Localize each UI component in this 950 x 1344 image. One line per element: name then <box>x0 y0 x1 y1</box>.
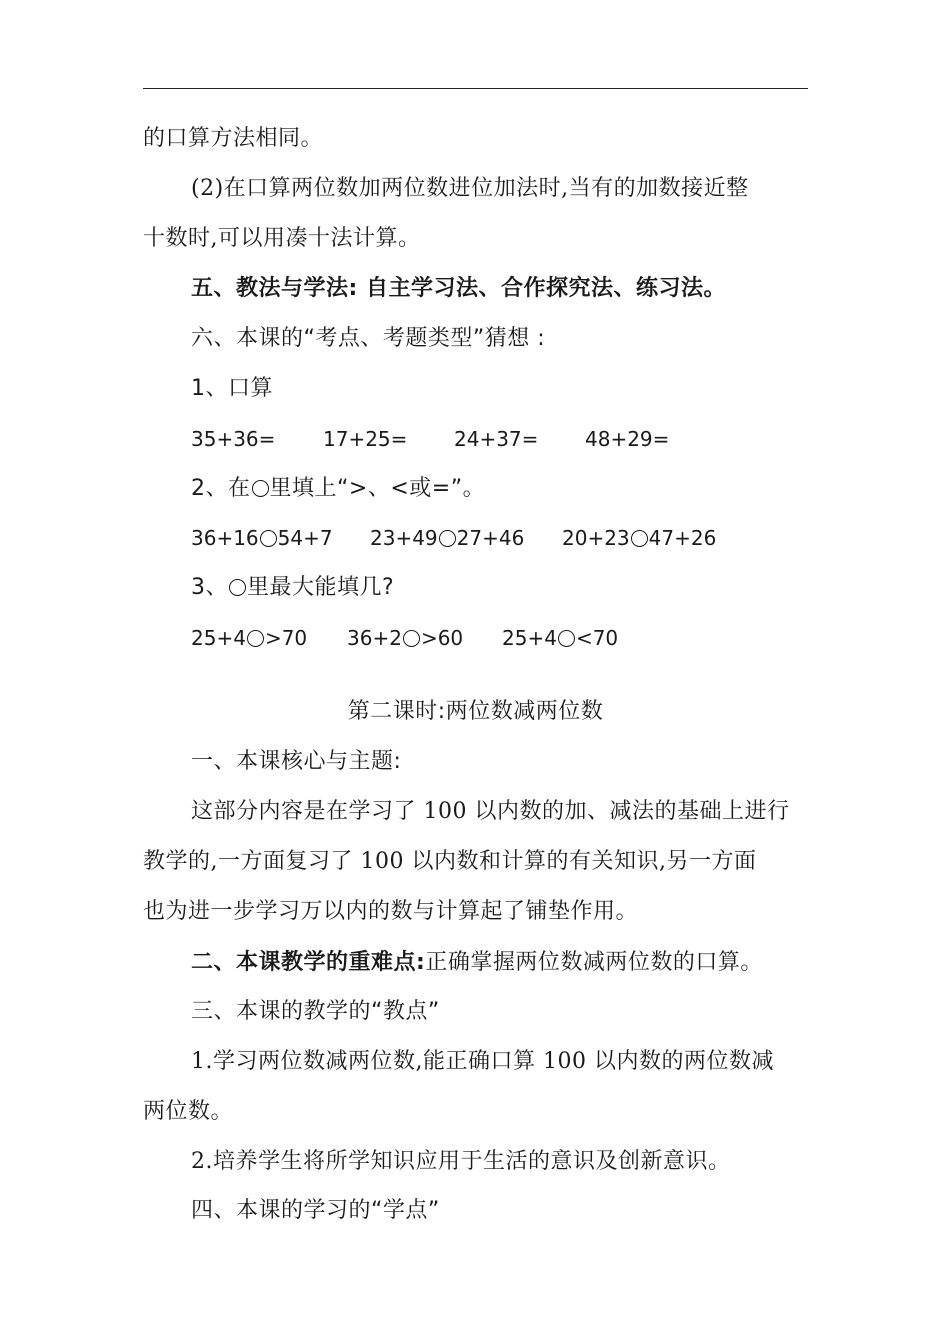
max-fill-item: 25+4 <70 <box>502 626 619 650</box>
circle-blank-icon <box>403 630 420 647</box>
max-fill-item: 25+4 >70 <box>191 626 308 650</box>
circle-blank-icon <box>260 530 277 547</box>
question-3-prefix: 3、 <box>191 575 228 600</box>
compare-item: 36+16 54+7 <box>191 526 333 550</box>
header-rule <box>143 88 808 89</box>
section-heading-2-text: 正确掌握两位数减两位数的口算。 <box>425 950 763 975</box>
max-fill-item: 36+2 >60 <box>347 626 464 650</box>
section-heading-1: 一、本课核心与主题: <box>191 749 402 774</box>
text-line: 的口算方法相同。 <box>143 126 324 151</box>
lesson-title: 第二课时:两位数减两位数 <box>347 699 604 724</box>
section-heading-4: 四、本课的学习的“学点” <box>191 1198 440 1223</box>
question-2-heading <box>191 474 485 504</box>
text-line: 1.学习两位数减两位数,能正确口算 100 以内数的两位数减 <box>191 1049 774 1074</box>
question-3-suffix: 里最大能填几? <box>247 575 395 600</box>
oral-item: 24+37= <box>454 427 539 451</box>
circle-blank-icon <box>229 579 246 596</box>
circle-blank-icon <box>252 480 269 497</box>
circle-blank-icon <box>558 630 575 647</box>
circle-blank-icon <box>247 630 264 647</box>
circle-blank-icon <box>439 530 456 547</box>
text-line: 2.培养学生将所学知识应用于生活的意识及创新意识。 <box>191 1149 731 1174</box>
text-line: 教学的,一方面复习了 100 以内数和计算的有关知识,另一方面 <box>143 849 757 874</box>
question-1-heading: 1、口算 <box>191 376 273 401</box>
compare-item: 23+49 27+46 <box>370 526 525 550</box>
text-line: 十数时,可以用凑十法计算。 <box>143 226 421 251</box>
text-line: (2)在口算两位数加两位数进位加法时,当有的加数接近整 <box>191 176 749 201</box>
text-line: 两位数。 <box>143 1099 234 1124</box>
section-heading-2 <box>191 947 763 978</box>
oral-item: 35+36= <box>191 427 276 451</box>
circle-blank-icon <box>631 530 648 547</box>
question-2-prefix: 2、在 <box>191 476 251 501</box>
section-heading-6: 六、本课的“考点、考题类型”猜想 : <box>191 326 546 351</box>
question-3-heading <box>191 573 394 603</box>
compare-item: 20+23 47+26 <box>562 526 717 550</box>
text-line: 这部分内容是在学习了 100 以内数的加、减法的基础上进行 <box>191 799 790 824</box>
section-heading-5: 五、教法与学法: 自主学习法、合作探究法、练习法。 <box>191 276 726 301</box>
oral-item: 17+25= <box>323 427 408 451</box>
section-heading-3: 三、本课的教学的“教点” <box>191 999 440 1024</box>
section-heading-2-label: 二、本课教学的重难点: <box>191 950 426 975</box>
oral-item: 48+29= <box>585 427 670 451</box>
question-2-suffix: 里填上“>、<或=”。 <box>269 476 486 501</box>
text-line: 也为进一步学习万以内的数与计算起了铺垫作用。 <box>143 899 639 924</box>
